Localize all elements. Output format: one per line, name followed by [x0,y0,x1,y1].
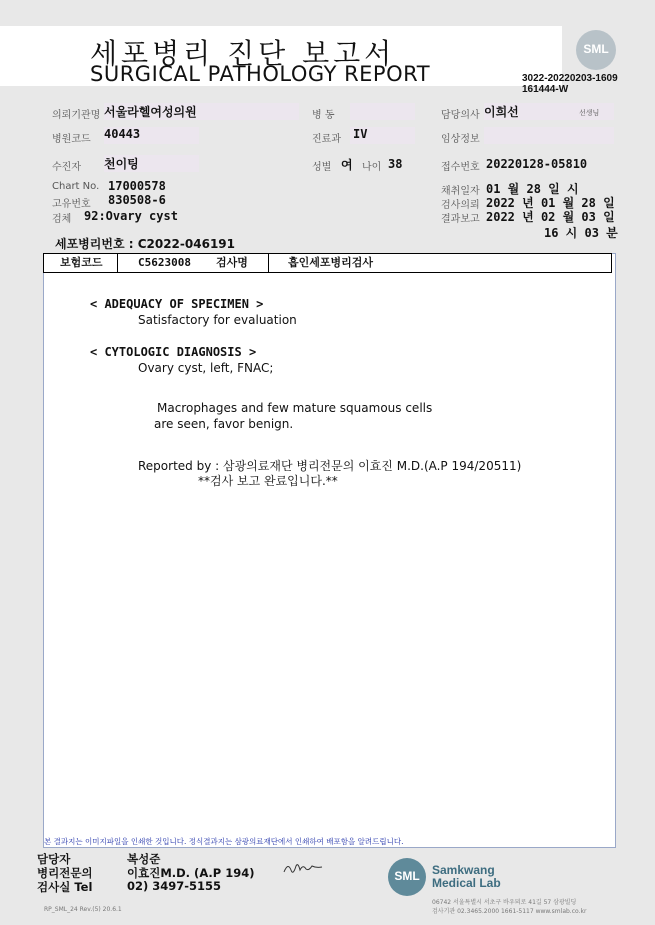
sml-logo-icon: SML [576,30,616,70]
doctor-label: 담당의사 [441,110,480,121]
adequacy-text: Satisfactory for evaluation [138,313,297,327]
lab-contact: 검사기관 02.3465.2000 1661-5117 www.smlab.co.kr [432,908,587,915]
document-code: 3022-20220203-1609 [522,73,618,84]
request-date-label: 검사의뢰 [441,200,480,211]
doctor-value: 이희선 [484,103,614,120]
ward-label: 병 동 [312,110,335,121]
hospital-label: 의뢰기관명 [52,110,101,121]
diagnosis-text: Ovary cyst, left, FNAC; [138,361,274,375]
report-body-box [43,253,616,848]
clinical-info-value [484,127,614,144]
document-code-suffix: 161444-W [522,84,569,95]
patient-value: 천이팅 [104,155,199,172]
ward-value [350,103,415,120]
insurance-code-label: 보험코드 [60,256,103,269]
finding-line-1: Macrophages and few mature squamous cells [157,401,433,415]
sex-label: 성별 [312,162,332,173]
test-info-table [43,253,612,273]
report-date-value: 2022 년 02 월 03 일 [486,210,615,224]
lab-name: Samkwang Medical Lab [432,863,501,890]
age-label: 나이 [362,162,382,173]
report-date-label: 결과보고 [441,214,480,225]
signature-icon [282,860,324,878]
test-name-label: 검사명 [216,256,248,269]
diagnosis-heading: < CYTOLOGIC DIAGNOSIS > [90,345,257,359]
dept-value: IV [350,127,415,144]
pathologist-value: 이효진M.D. (A.P 194) [127,866,255,880]
reported-by: Reported by : 삼광의료재단 병리전문의 이효진 M.D.(A.P 194/20511) [138,459,522,473]
collect-date-label: 채취일자 [441,186,480,197]
lab-tel-value: 02) 3497-5155 [127,879,222,893]
chart-no-label: Chart No. [52,181,100,192]
receipt-value: 20220128-05810 [486,157,588,171]
receipt-label: 접수번호 [441,162,480,173]
print-notice: 본 결과지는 이미지파일을 인쇄한 것입니다. 정식결과지는 삼광의료재단에서 인쇄하여 배포함을 알려드립니다. [44,837,404,846]
insurance-code-value: C5623008 [138,256,191,269]
lab-tel-label: 검사실 Tel [37,880,93,894]
chart-no-value: 17000578 [108,179,166,193]
hospital-code-label: 병원코드 [52,134,91,145]
hospital-value: 서울라헬여성의원 [104,103,299,120]
patient-label: 수진자 [52,162,81,173]
doctor-suffix: 선생님 [579,109,600,117]
manager-label: 담당자 [37,852,71,866]
report-title-korean: 세포병리 진단 보고서 [90,37,396,70]
sex-value: 여 [341,158,353,172]
report-complete-note: **검사 보고 완료입니다.** [198,474,338,488]
id-label: 고유번호 [52,199,91,210]
test-name-value: 흡인세포병리검사 [288,256,374,269]
lab-address: 06742 서울특별시 서초구 바우뫼로 41길 57 삼광빌딩 [432,899,577,906]
age-value: 38 [388,157,403,171]
pathologist-label: 병리전문의 [37,866,93,880]
collect-date-value: 01 월 28 일 시 [486,182,579,196]
specimen-value: 92:Ovary cyst [84,209,178,223]
id-value: 830508-6 [108,193,166,207]
form-code: RP_SML_24 Rev.(5) 20.6.1 [44,906,122,913]
hospital-code-value: 40443 [104,127,199,144]
request-date-value: 2022 년 01 월 28 일 [486,196,615,210]
samkwang-logo-icon: SML [388,858,426,896]
report-time-value: 16 시 03 분 [544,226,618,240]
dept-label: 진료과 [312,134,341,145]
report-title-english: SURGICAL PATHOLOGY REPORT [90,62,431,86]
clinical-info-label: 임상정보 [441,134,480,145]
adequacy-heading: < ADEQUACY OF SPECIMEN > [90,297,264,311]
finding-line-2: are seen, favor benign. [154,417,294,431]
specimen-label: 검체 [52,214,72,225]
manager-value: 복성준 [127,852,161,866]
cytology-number: 세포병리번호 : C2022-046191 [55,237,235,251]
